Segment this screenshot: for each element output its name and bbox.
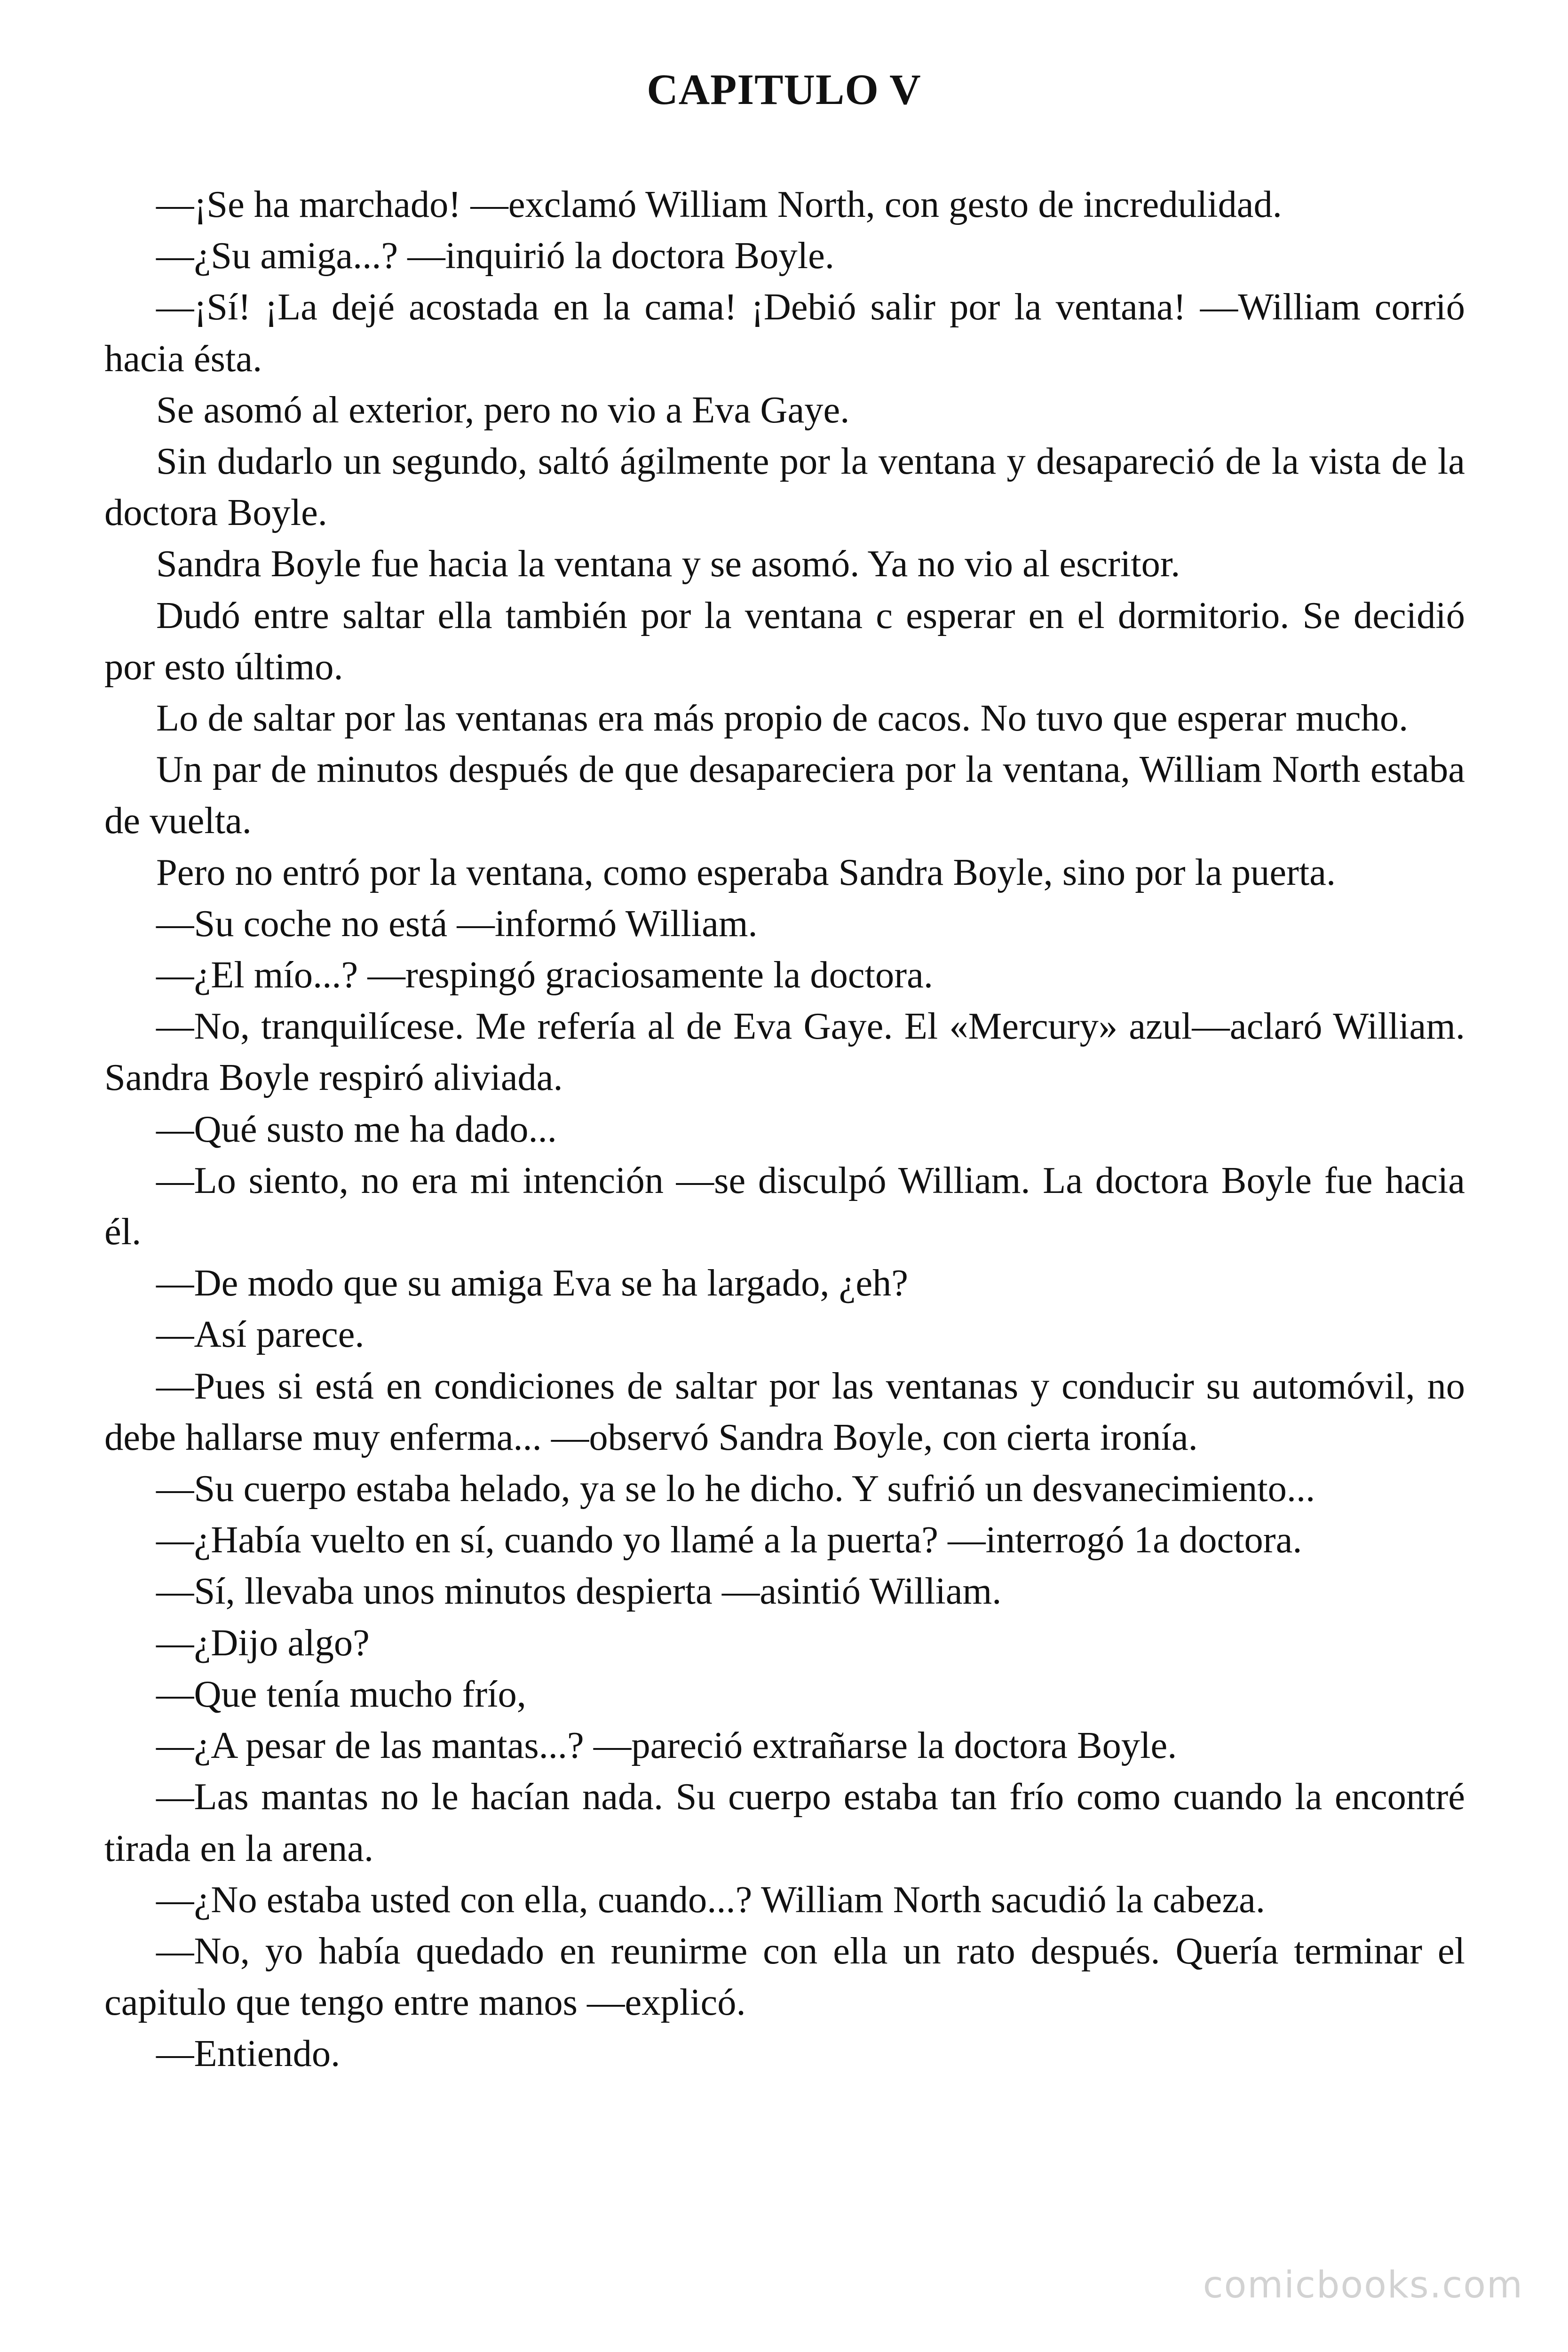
paragraph: Pero no entró por la ventana, como esperaba Sandra Boyle, sino por la puerta. <box>156 851 1336 893</box>
paragraph: Lo de saltar por las ventanas era más propio de cacos. No tuvo que esperar mucho. <box>156 697 1409 739</box>
paragraph: Dudó entre saltar ella también por la ventana c esperar en el dormitorio. Se decidió por esto último. <box>104 594 1465 688</box>
paragraph: —Entiendo. <box>156 2033 341 2075</box>
paragraph: —Su coche no está —informó William. <box>156 902 758 945</box>
paragraph: —Así parece. <box>156 1313 364 1356</box>
paragraph: —¿El mío...? —respingó graciosamente la doctora. <box>156 954 933 996</box>
paragraph: —Las mantas no le hacían nada. Su cuerpo estaba tan frío como cuando la encontré tirada en la arena. <box>104 1776 1465 1869</box>
paragraph: —No, yo había quedado en reunirme con ella un rato después. Quería terminar el capitulo que tengo entre manos —explicó. <box>104 1930 1465 2024</box>
paragraph: —Lo siento, no era mi intención —se disculpó William. La doctora Boyle fue hacia él. <box>104 1159 1465 1253</box>
paragraph: —¿No estaba usted con ella, cuando...? William North sacudió la cabeza. <box>156 1878 1265 1921</box>
paragraph: —Sí, llevaba unos minutos despierta —asintió William. <box>156 1570 1002 1613</box>
paragraph: —¿Su amiga...? —inquirió la doctora Boyle. <box>156 235 834 277</box>
paragraph: Sandra Boyle fue hacia la ventana y se asomó. Ya no vio al escritor. <box>156 543 1180 585</box>
paragraph: Un par de minutos después de que desapareciera por la ventana, William North estaba de vuelta. <box>104 748 1465 842</box>
paragraph: —Que tenía mucho frío, <box>156 1673 526 1715</box>
paragraph: Se asomó al exterior, pero no vio a Eva Gaye. <box>156 389 850 431</box>
paragraph: —¡Sí! ¡La dejé acostada en la cama! ¡Debió salir por la ventana! —William corrió hacia ésta. <box>104 286 1465 380</box>
paragraph: —¿A pesar de las mantas...? —pareció extrañarse la doctora Boyle. <box>156 1724 1177 1767</box>
paragraph: —De modo que su amiga Eva se ha largado, ¿eh? <box>156 1262 909 1304</box>
chapter-body <box>104 179 1465 2080</box>
paragraph: —Pues si está en condiciones de saltar por las ventanas y conducir su automóvil, no debe hallarse muy enferma... —observó Sandra Boyle, con cierta ironía. <box>104 1365 1465 1458</box>
paragraph: —¡Se ha marchado! —exclamó William North, con gesto de incredulidad. <box>156 183 1282 225</box>
paragraph: —Su cuerpo estaba helado, ya se lo he dicho. Y sufrió un desvanecimiento... <box>156 1468 1315 1510</box>
paragraph: —¿Había vuelto en sí, cuando yo llamé a la puerta? —interrogó 1a doctora. <box>156 1519 1302 1561</box>
watermark-text: comicbooks.com <box>1203 2264 1523 2306</box>
paragraph: —Qué susto me ha dado... <box>156 1108 557 1150</box>
paragraph: —No, tranquilícese. Me refería al de Eva Gaye. El «Mercury» azul—aclaró William. Sandra Boyle respiró aliviada. <box>104 1005 1465 1099</box>
paragraph: Sin dudarlo un segundo, saltó ágilmente por la ventana y desapareció de la vista de la doctora Boyle. <box>104 440 1465 534</box>
chapter-title: CAPITULO V <box>647 65 921 113</box>
paragraph: —¿Dijo algo? <box>156 1621 370 1664</box>
